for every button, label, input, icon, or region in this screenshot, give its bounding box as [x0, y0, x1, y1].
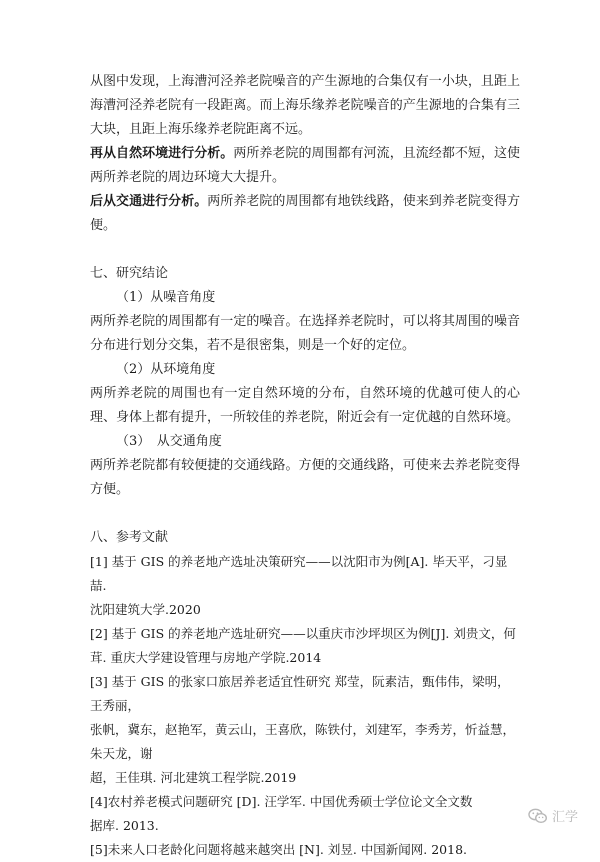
reference-item-1-cont: 沈阳建筑大学.2020 [90, 602, 201, 617]
section-spacer [90, 238, 520, 262]
conclusion-item-label-noise: （1）从噪音角度 [116, 290, 216, 305]
watermark [528, 806, 578, 825]
reference-item-1: [1] 基于 GIS 的养老地产选址决策研究——以沈阳市为例[A]. 毕天平，刁显喆. [90, 554, 508, 593]
conclusion-item-text-traffic: 两所养老院都有较便捷的交通线路。方便的交通线路，可使来去养老院变得方便。 [90, 458, 520, 497]
section-spacer [90, 502, 520, 526]
conclusion-item-label-environment: （2）从环境角度 [116, 362, 216, 377]
conclusion-heading: 七、研究结论 [90, 266, 169, 281]
reference-item-4: [4]农村养老模式问题研究 [D]. 汪学军. 中国优秀硕士学位论文全文数 [90, 794, 473, 809]
conclusion-item-text-environment: 两所养老院的周围也有一定自然环境的分布，自然环境的优越可使人的心理、身体上都有提升，一所较佳的养老院，附近会有一定优越的自然环境。 [90, 386, 520, 425]
document-page [90, 70, 520, 862]
conclusion-item-text-noise: 两所养老院的周围都有一定的噪音。在选择养老院时，可以将其周围的噪音分布进行划分交集，若不是很密集，则是一个好的定位。 [90, 314, 520, 353]
reference-item-3-cont2: 超，王佳琪. 河北建筑工程学院.2019 [90, 770, 297, 785]
intro-paragraph-environment [90, 142, 520, 190]
conclusion-item-label-traffic: （3） 从交通角度 [116, 434, 222, 449]
environment-text: 两所养老院的周围都有河流，且流经都不短，这使两所养老院的周边环境大大提升。 [90, 146, 520, 185]
intro-paragraph-noise: 从图中发现，上海漕河泾养老院噪音的产生源地的合集仅有一小块，且距上海漕河泾养老院有一段距离。而上海乐缘养老院噪音的产生源地的合集有三大块，且距上海乐缘养老院距离不远。 [90, 74, 520, 137]
references-heading: 八、参考文献 [90, 530, 169, 545]
reference-item-4-cont: 据库. 2013. [90, 818, 159, 833]
reference-item-2: [2] 基于 GIS 的养老地产选址研究——以重庆市沙坪坝区为例[J]. 刘贵文，何 [90, 626, 516, 641]
traffic-text: 两所养老院的周围都有地铁线路，使来到养老院变得方便。 [90, 194, 520, 233]
intro-paragraph-traffic [90, 190, 520, 238]
reference-item-5: [5]未来人口老龄化问题将越来越突出 [N]. 刘昱. 中国新闻网. 2018. [90, 842, 467, 857]
reference-item-3: [3] 基于 GIS 的张家口旅居养老适宜性研究 郑莹，阮素洁，甄伟伟，梁明，王秀丽， [90, 674, 510, 713]
environment-lead: 再从自然环境进行分析。 [90, 146, 234, 161]
reference-item-2-cont: 茸. 重庆大学建设管理与房地产学院.2014 [90, 650, 322, 665]
watermark-text: 汇学 [552, 810, 579, 825]
wechat-icon [528, 808, 548, 824]
reference-item-3-cont: 张帆，冀东，赵艳军，黄云山，王喜欣，陈铁付，刘建军，李秀芳，忻益慧，朱天龙，谢 [90, 722, 516, 761]
traffic-lead: 后从交通进行分析。 [90, 194, 208, 209]
